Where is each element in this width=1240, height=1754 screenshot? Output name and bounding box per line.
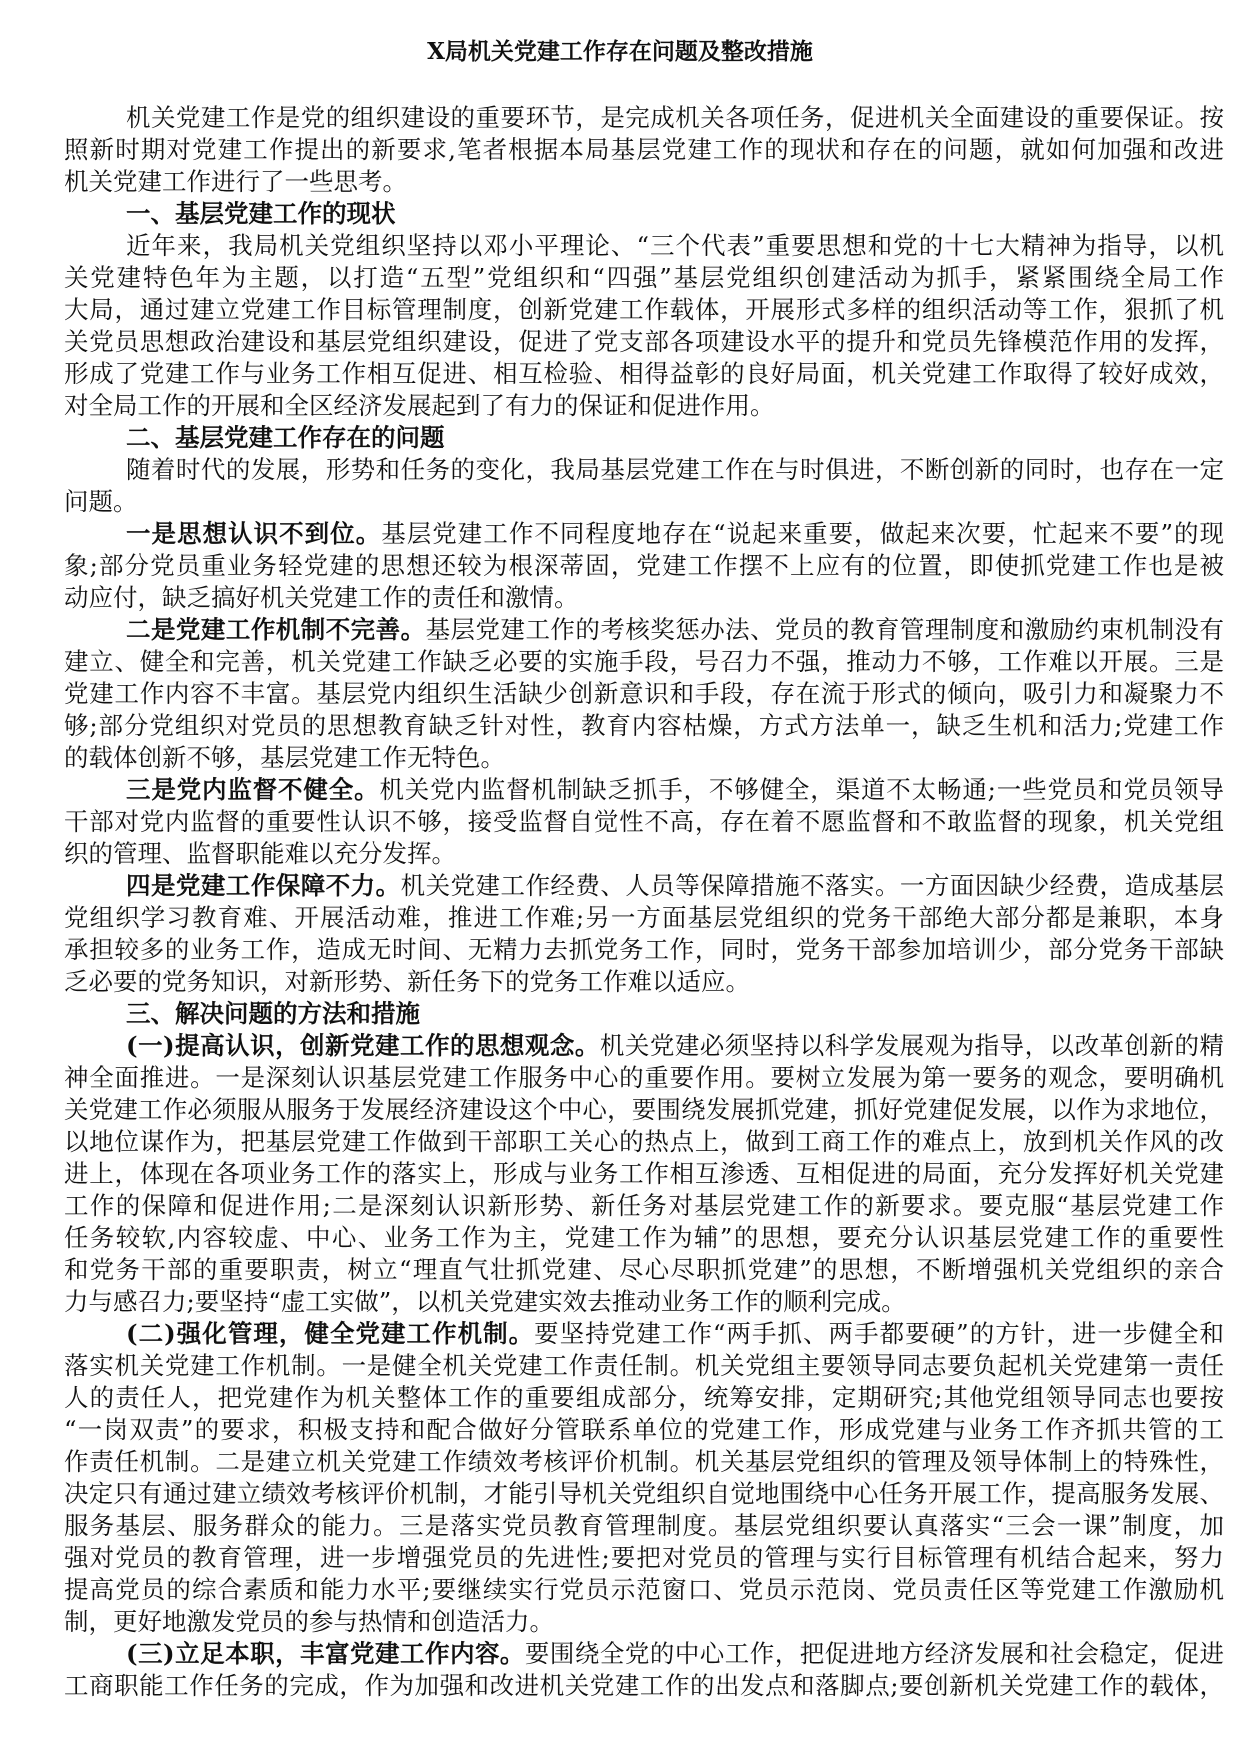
paragraph bbox=[64, 1318, 1224, 1638]
paragraph-line bbox=[64, 1094, 1224, 1126]
paragraph-line bbox=[64, 326, 1224, 358]
paragraph-line bbox=[64, 166, 1224, 198]
line-text: 基层党建工作不同程度地存在“说起来重要，做起来次要，忙起来不要”的现 bbox=[381, 519, 1225, 548]
paragraph-line bbox=[64, 1254, 1224, 1286]
paragraph-line bbox=[64, 134, 1224, 166]
line-text: 落实机关党建工作机制。一是健全机关党建工作责任制。机关党组主要领导同志要负起机关党建第一责任 bbox=[64, 1351, 1224, 1380]
paragraph bbox=[64, 102, 1224, 198]
paragraph-line bbox=[64, 838, 1224, 870]
paragraph-line bbox=[64, 1190, 1224, 1222]
paragraph bbox=[64, 1030, 1224, 1318]
line-text: 承担较多的业务工作，造成无时间、无精力去抓党务工作，同时，党务干部参加培训少，部分党务干部缺 bbox=[64, 935, 1224, 964]
paragraph-line bbox=[64, 1542, 1224, 1574]
paragraph bbox=[64, 774, 1224, 870]
paragraph-line bbox=[64, 1574, 1224, 1606]
line-text: 形成了党建工作与业务工作相互促进、相互检验、相得益彰的良好局面，机关党建工作取得了较好成效， bbox=[64, 359, 1224, 388]
line-text: 制，更好地激发党员的参与热情和创造活力。 bbox=[64, 1607, 554, 1636]
paragraph-line bbox=[64, 1670, 1224, 1702]
paragraph bbox=[64, 518, 1224, 614]
paragraph-lead: 四是党建工作保障不力。 bbox=[126, 871, 401, 900]
paragraph-line bbox=[64, 870, 1224, 902]
line-text: 强对党员的教育管理，进一步增强党员的先进性;要把对党员的管理与实行目标管理有机结合起来，努力 bbox=[64, 1543, 1224, 1572]
section-heading: 二、基层党建工作存在的问题 bbox=[126, 423, 445, 452]
paragraph-line bbox=[64, 390, 1224, 422]
paragraph-line bbox=[64, 1414, 1224, 1446]
line-text: 决定只有通过建立绩效考核评价机制，才能引导机关党组织自觉地围绕中心任务开展工作，提高服务发展、 bbox=[64, 1479, 1224, 1508]
paragraph-line bbox=[64, 486, 1224, 518]
paragraph-line bbox=[64, 262, 1224, 294]
paragraph-line bbox=[64, 294, 1224, 326]
line-text: 服务基层、服务群众的能力。三是落实党员教育管理制度。基层党组织要认真落实“三会一课”制度，加 bbox=[64, 1511, 1224, 1540]
line-text: 对全局工作的开展和全区经济发展起到了有力的保证和促进作用。 bbox=[64, 391, 775, 420]
line-text: 工商职能工作任务的完成，作为加强和改进机关党建工作的出发点和落脚点;要创新机关党建工作的载体， bbox=[64, 1671, 1224, 1700]
paragraph-line bbox=[64, 1158, 1224, 1190]
line-text: 提高党员的综合素质和能力水平;要继续实行党员示范窗口、党员示范岗、党员责任区等党建工作激励机 bbox=[64, 1575, 1224, 1604]
line-text: 机关党建工作经费、人员等保障措施不落实。一方面因缺少经费，造成基层 bbox=[400, 871, 1225, 900]
line-text: 干部对党内监督的重要性认识不够，接受监督自觉性不高，存在着不愿监督和不敢监督的现象，机关党组 bbox=[64, 807, 1224, 836]
paragraph-line bbox=[64, 806, 1224, 838]
line-text: 人的责任人，把党建作为机关整体工作的重要组成部分，统筹安排，定期研究;其他党组领导同志也要按 bbox=[64, 1383, 1224, 1412]
line-text: 建立、健全和完善，机关党建工作缺乏必要的实施手段，号召力不强，推动力不够，工作难以开展。三是 bbox=[64, 647, 1224, 676]
paragraph-lead: (一)提高认识，创新党建工作的思想观念。 bbox=[126, 1031, 600, 1060]
line-text: 动应付，缺乏搞好机关党建工作的责任和激情。 bbox=[64, 583, 579, 612]
paragraph bbox=[64, 870, 1224, 998]
document-title: X局机关党建工作存在问题及整改措施 bbox=[427, 38, 813, 65]
paragraph-line bbox=[64, 550, 1224, 582]
paragraph-line bbox=[64, 614, 1224, 646]
paragraph bbox=[64, 1638, 1224, 1702]
paragraph-line bbox=[64, 934, 1224, 966]
paragraph-line bbox=[64, 1126, 1224, 1158]
line-text: 党组织学习教育难、开展活动难，推进工作难;另一方面基层党组织的党务干部绝大部分都是兼职，本身 bbox=[64, 903, 1224, 932]
line-text: 要坚持党建工作“两手抓、两手都要硬”的方针，进一步健全和 bbox=[534, 1319, 1224, 1348]
line-text: 机关党建必须坚持以科学发展观为指导，以改革创新的精 bbox=[599, 1031, 1224, 1060]
paragraph-line bbox=[64, 582, 1224, 614]
line-text: 的载体创新不够，基层党建工作无特色。 bbox=[64, 743, 505, 772]
paragraph-lead: (二)强化管理，健全党建工作机制。 bbox=[126, 1319, 535, 1348]
line-text: 照新时期对党建工作提出的新要求,笔者根据本局基层党建工作的现状和存在的问题，就如何加强和改进 bbox=[64, 135, 1224, 164]
line-text: 党建工作内容不丰富。基层党内组织生活缺少创新意识和手段，存在流于形式的倾向，吸引力和凝聚力不 bbox=[64, 679, 1224, 708]
line-text: 基层党建工作的考核奖惩办法、党员的教育管理制度和激励约束机制没有 bbox=[425, 615, 1225, 644]
paragraph bbox=[64, 454, 1224, 518]
line-text: 力与感召力;要坚持“虚工实做”，以机关党建实效去推动业务工作的顺利完成。 bbox=[64, 1287, 906, 1316]
line-text: 大局，通过建立党建工作目标管理制度，创新党建工作载体，开展形式多样的组织活动等工作，狠抓了机 bbox=[64, 295, 1224, 324]
paragraph-line bbox=[64, 1222, 1224, 1254]
document-body bbox=[64, 102, 1224, 1702]
paragraph-line bbox=[64, 710, 1224, 742]
paragraph-line bbox=[64, 902, 1224, 934]
paragraph-line bbox=[64, 1318, 1224, 1350]
line-text: 够;部分党组织对党员的思想教育缺乏针对性，教育内容枯燥，方式方法单一，缺乏生机和活力;党建工作 bbox=[64, 711, 1224, 740]
paragraph-line bbox=[64, 1606, 1224, 1638]
paragraph-line bbox=[64, 1478, 1224, 1510]
paragraph-line bbox=[64, 678, 1224, 710]
line-text: 机关党建工作是党的组织建设的重要环节，是完成机关各项任务，促进机关全面建设的重要保证。按 bbox=[126, 103, 1224, 132]
paragraph-line bbox=[64, 966, 1224, 998]
paragraph-line bbox=[64, 518, 1224, 550]
section-heading: 三、解决问题的方法和措施 bbox=[126, 999, 420, 1028]
line-text: 以地位谋作为，把基层党建工作做到干部职工关心的热点上，做到工商工作的难点上，放到机关作风的改 bbox=[64, 1127, 1224, 1156]
paragraph-line bbox=[64, 1446, 1224, 1478]
paragraph-line bbox=[64, 646, 1224, 678]
line-text: 进上，体现在各项业务工作的落实上，形成与业务工作相互渗透、互相促进的局面，充分发挥好机关党建 bbox=[64, 1159, 1224, 1188]
line-text: 要围绕全党的中心工作，把促进地方经济发展和社会稳定，促进 bbox=[524, 1639, 1224, 1668]
line-text: 象;部分党员重业务轻党建的思想还较为根深蒂固，党建工作摆不上应有的位置，即使抓党建工作也是被 bbox=[64, 551, 1224, 580]
line-text: 机关党建工作进行了一些思考。 bbox=[64, 167, 407, 196]
section-heading: 一、基层党建工作的现状 bbox=[126, 199, 396, 228]
line-text: 神全面推进。一是深刻认识基层党建工作服务中心的重要作用。要树立发展为第一要务的观念，要明确机 bbox=[64, 1063, 1224, 1092]
line-text: 关党员思想政治建设和基层党组织建设，促进了党支部各项建设水平的提升和党员先锋模范作用的发挥， bbox=[64, 327, 1224, 356]
line-text: “一岗双责”的要求，积极支持和配合做好分管联系单位的党建工作，形成党建与业务工作齐抓共管的工 bbox=[64, 1415, 1224, 1444]
paragraph-lead: 一是思想认识不到位。 bbox=[126, 519, 382, 548]
paragraph-lead: 三是党内监督不健全。 bbox=[126, 775, 380, 804]
line-text: 关党建特色年为主题，以打造“五型”党组织和“四强”基层党组织创建活动为抓手，紧紧围绕全局工作 bbox=[64, 263, 1224, 292]
line-text: 作责任机制。二是建立机关党建工作绩效考核评价机制。机关基层党组织的管理及领导体制上的特殊性， bbox=[64, 1447, 1224, 1476]
line-text: 随着时代的发展，形势和任务的变化，我局基层党建工作在与时俱进，不断创新的同时，也存在一定 bbox=[126, 455, 1224, 484]
paragraph-line bbox=[64, 102, 1224, 134]
paragraph-line bbox=[64, 1286, 1224, 1318]
paragraph-line bbox=[64, 454, 1224, 486]
paragraph bbox=[64, 230, 1224, 422]
line-text: 问题。 bbox=[64, 487, 138, 516]
line-text: 和党务干部的重要职责，树立“理直气壮抓党建、尽心尽职抓党建”的思想，不断增强机关党组织的亲合 bbox=[64, 1255, 1224, 1284]
line-text: 机关党内监督机制缺乏抓手，不够健全，渠道不太畅通;一些党员和党员领导 bbox=[379, 775, 1224, 804]
paragraph-line bbox=[64, 1062, 1224, 1094]
line-text: 关党建工作必须服从服务于发展经济建设这个中心，要围绕发展抓党建，抓好党建促发展，以作为求地位， bbox=[64, 1095, 1224, 1124]
paragraph-line bbox=[64, 358, 1224, 390]
paragraph-line bbox=[64, 774, 1224, 806]
line-text: 乏必要的党务知识，对新形势、新任务下的党务工作难以适应。 bbox=[64, 967, 750, 996]
line-text: 任务较软,内容较虚、中心、业务工作为主，党建工作为辅”的思想，要充分认识基层党建工作的重要性 bbox=[64, 1223, 1224, 1252]
paragraph-line bbox=[64, 1382, 1224, 1414]
paragraph-line bbox=[64, 1638, 1224, 1670]
line-text: 织的管理、监督职能难以充分发挥。 bbox=[64, 839, 456, 868]
paragraph-line bbox=[64, 1030, 1224, 1062]
paragraph-line bbox=[64, 1510, 1224, 1542]
paragraph-line bbox=[64, 1350, 1224, 1382]
paragraph-lead: (三)立足本职，丰富党建工作内容。 bbox=[126, 1639, 525, 1668]
line-text: 工作的保障和促进作用;二是深刻认识新形势、新任务对基层党建工作的新要求。要克服“基层党建工作 bbox=[64, 1191, 1224, 1220]
paragraph-line bbox=[64, 742, 1224, 774]
paragraph-line bbox=[64, 230, 1224, 262]
paragraph bbox=[64, 614, 1224, 774]
paragraph-lead: 二是党建工作机制不完善。 bbox=[126, 615, 426, 644]
line-text: 近年来，我局机关党组织坚持以邓小平理论、“三个代表”重要思想和党的十七大精神为指导，以机 bbox=[126, 231, 1224, 260]
